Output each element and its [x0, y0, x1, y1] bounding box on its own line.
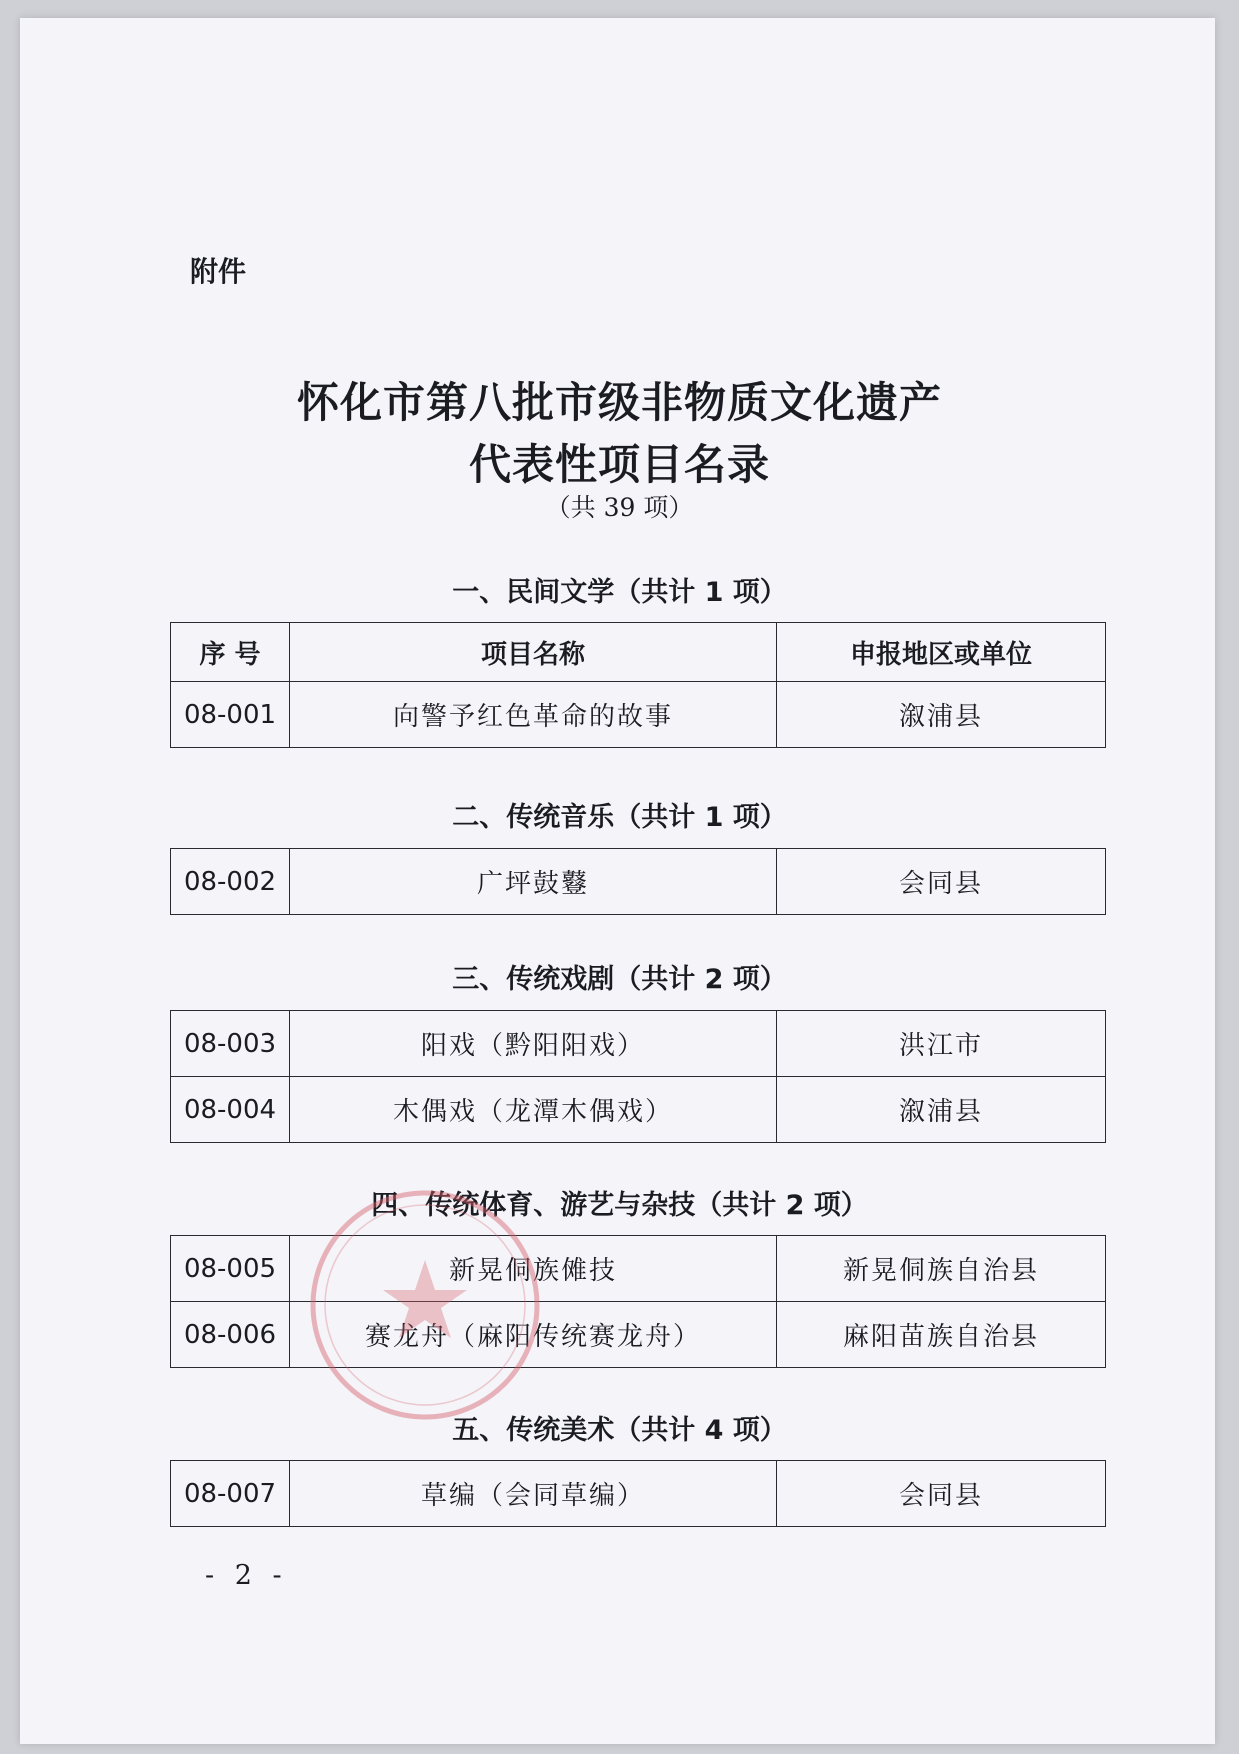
total-count-note: （共 39 项）: [545, 493, 694, 522]
item-no: 08-006: [171, 1302, 290, 1368]
item-name: 赛龙舟（麻阳传统赛龙舟）: [290, 1302, 777, 1368]
item-region: 会同县: [777, 1461, 1106, 1527]
table-row: [171, 849, 1106, 915]
item-name: 阳戏（黔阳阳戏）: [290, 1011, 777, 1077]
section-table-1: [170, 622, 1106, 748]
item-name: 木偶戏（龙潭木偶戏）: [290, 1077, 777, 1143]
attachment-label: 附件: [190, 255, 247, 288]
item-name: 草编（会同草编）: [290, 1461, 777, 1527]
item-region: 新晃侗族自治县: [777, 1236, 1106, 1302]
item-name: 广坪鼓鼟: [290, 849, 777, 915]
header-no: 序 号: [171, 623, 290, 682]
section-table-3: [170, 1010, 1106, 1143]
header-region: 申报地区或单位: [777, 623, 1106, 682]
header-name: 项目名称: [290, 623, 777, 682]
item-no: 08-002: [171, 849, 290, 915]
item-no: 08-004: [171, 1077, 290, 1143]
item-region: 洪江市: [777, 1011, 1106, 1077]
section-table-5: [170, 1460, 1106, 1527]
section-heading-1: 一、民间文学（共计 1 项）: [452, 577, 787, 608]
official-seal-icon: [300, 1180, 550, 1430]
item-name: 新晃侗族傩技: [290, 1236, 777, 1302]
item-no: 08-003: [171, 1011, 290, 1077]
item-no: 08-005: [171, 1236, 290, 1302]
item-region: 溆浦县: [777, 1077, 1106, 1143]
page-number: - 2 -: [205, 1560, 288, 1591]
item-no: 08-007: [171, 1461, 290, 1527]
item-region: 麻阳苗族自治县: [777, 1302, 1106, 1368]
section-table-2: [170, 848, 1106, 915]
item-region: 溆浦县: [777, 682, 1106, 748]
section-heading-2: 二、传统音乐（共计 1 项）: [452, 802, 787, 833]
table-row: [171, 1461, 1106, 1527]
item-no: 08-001: [171, 682, 290, 748]
item-name: 向警予红色革命的故事: [290, 682, 777, 748]
table-header-row: [171, 623, 1106, 682]
section-heading-5: 五、传统美术（共计 4 项）: [452, 1415, 787, 1446]
section-heading-4: 四、传统体育、游艺与杂技（共计 2 项）: [371, 1190, 868, 1221]
section-heading-3: 三、传统戏剧（共计 2 项）: [452, 964, 787, 995]
item-region: 会同县: [777, 849, 1106, 915]
table-row: [171, 1011, 1106, 1077]
table-row: [171, 682, 1106, 748]
table-row: [171, 1077, 1106, 1143]
document-title-line1: 怀化市第八批市级非物质文化遗产: [296, 378, 942, 427]
document-title-line2: 代表性项目名录: [468, 440, 770, 489]
